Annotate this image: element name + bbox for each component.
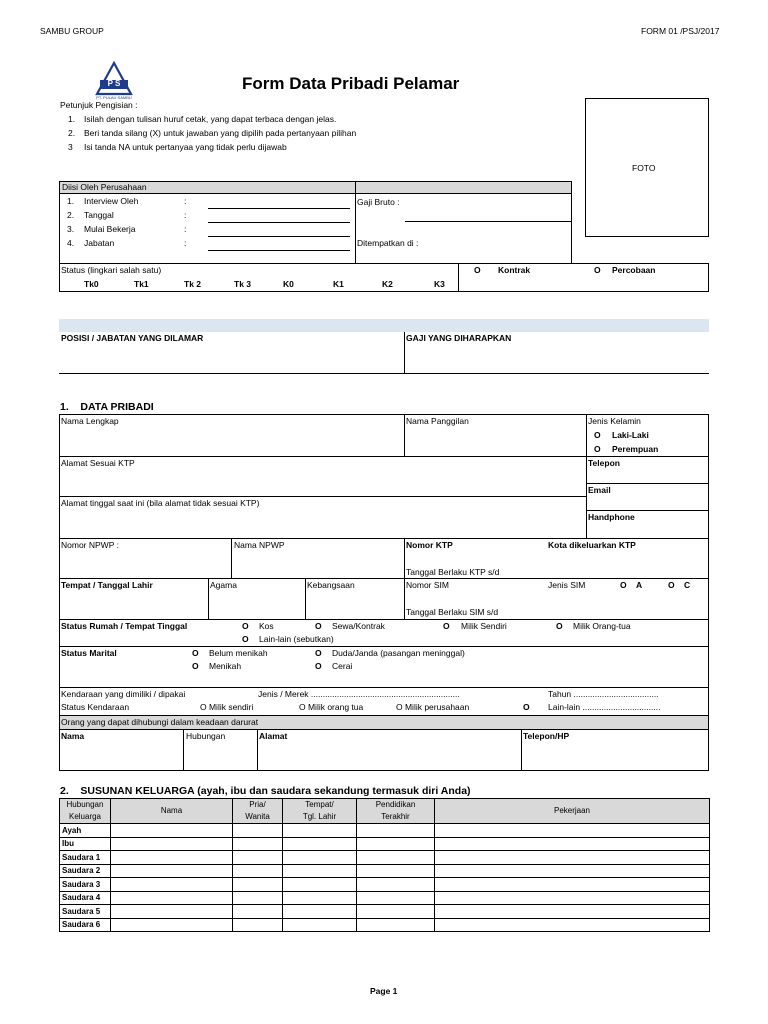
darurat-hubungan-label: Hubungan (186, 731, 226, 741)
npwp-label: Nomor NPWP : (61, 540, 119, 550)
status-option[interactable]: Tk0 (84, 279, 99, 289)
radio-lain[interactable]: O (242, 634, 249, 644)
agama-label: Agama (210, 580, 237, 590)
form-code: FORM 01 /PSJ/2017 (641, 26, 720, 36)
status-label: Status (lingkari salah satu) (61, 265, 162, 275)
instruction-text: Beri tanda silang (X) untuk jawaban yang dipilih pada pertanyaan pilihan (84, 128, 357, 138)
radio-perempuan[interactable]: O (594, 444, 601, 454)
page-number: Page 1 (370, 986, 398, 996)
milik-sendiri-label: Milik Sendiri (461, 621, 507, 631)
header-tempat-lahir: Tempat/ Tgl. Lahir (283, 799, 357, 824)
colon: : (184, 196, 187, 206)
page-title: Form Data Pribadi Pelamar (242, 74, 460, 93)
tanggal-input[interactable] (208, 222, 350, 223)
mulai-bekerja-input[interactable] (208, 236, 350, 237)
colon: : (184, 210, 187, 220)
handphone-label: Handphone (588, 512, 635, 522)
kota-ktp-label: Kota dikeluarkan KTP (548, 540, 636, 550)
nama-npwp-label: Nama NPWP (234, 540, 285, 550)
colon: : (184, 238, 187, 248)
tempat-lahir-label: Tempat / Tanggal Lahir (61, 580, 153, 590)
nama-panggilan-label: Nama Panggilan (406, 416, 469, 426)
section-1-title: 1. DATA PRIBADI (60, 401, 154, 413)
radio-percobaan[interactable]: O (594, 265, 601, 275)
table-row: Saudara 2 (60, 864, 710, 878)
sewa-label: Sewa/Kontrak (332, 621, 385, 631)
instruction-text: Isi tanda NA untuk pertanyaa yang tidak perlu dijawab (84, 142, 287, 152)
nomor-sim-label: Nomor SIM (406, 580, 449, 590)
item-num: 2. (67, 210, 75, 220)
perempuan-label: Perempuan (612, 444, 659, 454)
radio-laki[interactable]: O (594, 430, 601, 440)
kendaraan-label: Kendaraan yang dimiliki / dipakai (61, 689, 186, 699)
status-rumah-label: Status Rumah / Tempat Tinggal (61, 621, 188, 631)
telepon-label: Telepon (588, 458, 620, 468)
jenis-kelamin-label: Jenis Kelamin (588, 416, 641, 426)
berlaku-ktp-label: Tanggal Berlaku KTP s/d (406, 567, 500, 577)
tanggal-label: Tanggal (84, 210, 114, 220)
instruction-num: 1. (68, 114, 76, 124)
lain-sebutkan-label: Lain-lain (sebutkan) (259, 634, 334, 644)
status-option[interactable]: K1 (333, 279, 344, 289)
instructions-heading: Petunjuk Pengisian : (60, 100, 138, 110)
darurat-label: Orang yang dapat dihubungi dalam keadaan darurat (61, 717, 259, 727)
table-header-row (60, 799, 710, 824)
menikah-label: Menikah (209, 661, 242, 671)
milik-sendiri-k[interactable]: O Milik sendiri (200, 702, 254, 712)
company-logo (94, 60, 134, 102)
interview-input[interactable] (208, 208, 350, 209)
kontrak-label: Kontrak (498, 265, 531, 275)
berlaku-sim-label: Tanggal Berlaku SIM s/d (406, 607, 499, 617)
radio-belum-menikah[interactable]: O (192, 648, 199, 658)
jabatan-label: Jabatan (84, 238, 115, 248)
mulai-bekerja-label: Mulai Bekerja (84, 224, 136, 234)
milik-ortu-k[interactable]: O Milik orang tua (299, 702, 364, 712)
logo-caption: PT. PULAU SAMBU (96, 95, 132, 100)
table-row: Ayah (60, 824, 710, 838)
section-2-title: 2. SUSUNAN KELUARGA (ayah, ibu dan saudara sekandung termasuk diri Anda) (60, 785, 471, 797)
instruction-num: 3 (68, 142, 73, 152)
posisi-label: POSISI / JABATAN YANG DILAMAR (61, 333, 204, 343)
radio-kos[interactable]: O (242, 621, 249, 631)
milik-ortu-label: Milik Orang-tua (573, 621, 631, 631)
colon: : (184, 224, 187, 234)
kebangsaan-label: Kebangsaan (307, 580, 355, 590)
email-label: Email (588, 485, 611, 495)
status-option[interactable]: Tk 2 (184, 279, 202, 289)
duda-label: Duda/Janda (pasangan meninggal) (332, 648, 465, 658)
alamat-tinggal-label: Alamat tinggal saat ini (bila alamat tidak sesuai KTP) (61, 498, 260, 508)
gaji-bruto-label: Gaji Bruto : (357, 197, 400, 207)
milik-perusahaan-k[interactable]: O Milik perusahaan (396, 702, 470, 712)
posisi-input[interactable] (59, 373, 709, 374)
logo-text: P S (107, 79, 121, 88)
lain-k-field[interactable]: Lain-lain ................................. (548, 702, 661, 712)
sim-c-label: C (684, 580, 691, 590)
table-row: Saudara 3 (60, 878, 710, 892)
table-row: Saudara 5 (60, 905, 710, 919)
radio-lain-k[interactable]: O (523, 702, 530, 712)
instruction-text: Isilah dengan tulisan huruf cetak, yang dapat terbaca dengan jelas. (84, 114, 337, 124)
laki-label: Laki-Laki (612, 430, 649, 440)
item-num: 1. (67, 196, 75, 206)
radio-menikah[interactable]: O (192, 661, 199, 671)
instruction-num: 2. (68, 128, 76, 138)
gaji-harapan-label: GAJI YANG DIHARAPKAN (406, 333, 512, 343)
radio-milik-ortu[interactable]: O (556, 621, 563, 631)
status-option[interactable]: Tk1 (134, 279, 149, 289)
radio-sewa[interactable]: O (315, 621, 322, 631)
ditempatkan-label: Ditempatkan di : (357, 238, 419, 248)
darurat-alamat-label: Alamat (259, 731, 288, 741)
nama-lengkap-label: Nama Lengkap (61, 416, 119, 426)
darurat-nama-label: Nama (61, 731, 85, 741)
table-row: Saudara 6 (60, 918, 710, 932)
gaji-bruto-input[interactable] (405, 221, 571, 222)
header-pekerjaan: Pekerjaan (435, 799, 710, 824)
status-option[interactable]: K2 (382, 279, 393, 289)
radio-milik-sendiri[interactable]: O (443, 621, 450, 631)
status-kendaraan-label: Status Kendaraan (61, 702, 130, 712)
section-divider (59, 319, 709, 332)
kos-label: Kos (259, 621, 274, 631)
belum-menikah-label: Belum menikah (209, 648, 268, 658)
status-option[interactable]: K3 (434, 279, 445, 289)
nomor-ktp-label: Nomor KTP (406, 540, 453, 550)
radio-duda[interactable]: O (315, 648, 322, 658)
percobaan-label: Percobaan (612, 265, 656, 275)
darurat-telepon-label: Telepon/HP (523, 731, 570, 741)
radio-sim-c[interactable]: O (668, 580, 675, 590)
item-num: 3. (67, 224, 75, 234)
photo-label: FOTO (632, 163, 656, 173)
jenis-merek-field[interactable]: Jenis / Merek ............................................................... (258, 689, 460, 699)
family-table (59, 798, 710, 932)
sim-a-label: A (636, 580, 643, 590)
status-option[interactable]: Tk 3 (234, 279, 252, 289)
table-row: Saudara 1 (60, 851, 710, 865)
item-num: 4. (67, 238, 75, 248)
company-section-heading: Diisi Oleh Perusahaan (62, 182, 147, 192)
table-row: Saudara 4 (60, 891, 710, 905)
alamat-ktp-label: Alamat Sesuai KTP (61, 458, 135, 468)
company-name: SAMBU GROUP (40, 26, 104, 36)
header-nama: Nama (111, 799, 233, 824)
interview-label: Interview Oleh (84, 196, 139, 206)
status-marital-label: Status Marital (61, 648, 117, 658)
radio-cerai[interactable]: O (315, 661, 322, 671)
cerai-label: Cerai (332, 661, 353, 671)
jabatan-input[interactable] (208, 250, 350, 251)
radio-kontrak[interactable]: O (474, 265, 481, 275)
header-pendidikan: Pendidikan Terakhir (357, 799, 435, 824)
table-row: Ibu (60, 837, 710, 851)
jenis-sim-label: Jenis SIM (548, 580, 586, 590)
tahun-field[interactable]: Tahun .................................... (548, 689, 659, 699)
header-gender: Pria/ Wanita (233, 799, 283, 824)
header-hubungan: Hubungan Keluarga (60, 799, 111, 824)
status-option[interactable]: K0 (283, 279, 294, 289)
radio-sim-a[interactable]: O (620, 580, 627, 590)
